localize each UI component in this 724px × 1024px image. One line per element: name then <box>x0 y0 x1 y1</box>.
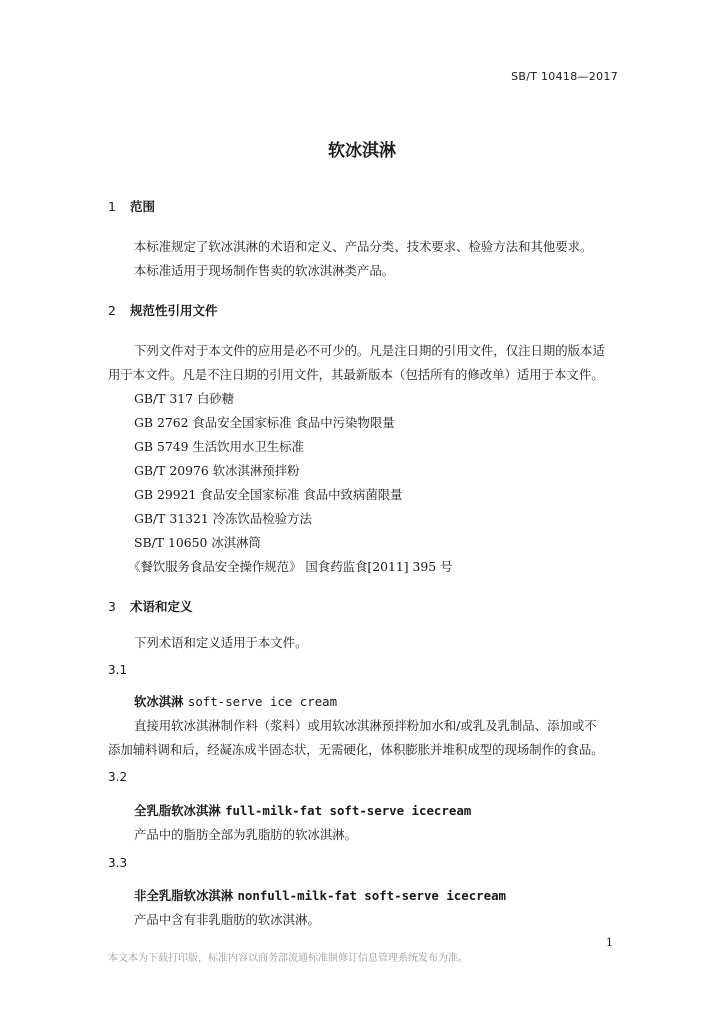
document-title: 软冰淇淋 <box>328 141 396 161</box>
reference-item: GB/T 31321 冷冻饮品检验方法 <box>134 511 312 526</box>
definition: 产品中的脂肪全部为乳脂肪的软冰淇淋。 <box>134 827 358 842</box>
term-en: full-milk-fat soft-serve icecream <box>225 803 472 818</box>
paragraph: 下列术语和定义适用于本文件。 <box>134 635 308 650</box>
section-number: 1 <box>108 199 116 214</box>
reference-item: GB/T 20976 软冰淇淋预拌粉 <box>134 463 300 478</box>
section-3-heading <box>108 597 193 615</box>
page-number: 1 <box>606 936 613 949</box>
section-1-heading <box>108 197 155 215</box>
section-number: 2 <box>108 303 116 318</box>
term-en: nonfull-milk-fat soft-serve icecream <box>237 888 507 903</box>
clause-number: 3.2 <box>108 770 128 784</box>
section-title: 术语和定义 <box>130 599 193 614</box>
paragraph: 本标准适用于现场制作售卖的软冰淇淋类产品。 <box>134 263 395 278</box>
term-heading <box>134 801 471 819</box>
definition: 产品中含有非乳脂肪的软冰淇淋。 <box>134 912 320 927</box>
term-heading <box>134 886 506 904</box>
paragraph: 本标准规定了软冰淇淋的术语和定义、产品分类、技术要求、检验方法和其他要求。 <box>134 239 593 254</box>
paragraph-line: 下列文件对于本文件的应用是必不可少的。凡是注日期的引用文件，仅注日期的版本适 <box>134 343 605 358</box>
term-cn: 全乳脂软冰淇淋 <box>134 803 221 818</box>
clause-number: 3.1 <box>108 663 128 677</box>
term-heading <box>134 692 337 710</box>
reference-item: GB 5749 生活饮用水卫生标准 <box>134 439 304 454</box>
reference-item: GB 29921 食品安全国家标准 食品中致病菌限量 <box>134 487 403 502</box>
term-cn: 非全乳脂软冰淇淋 <box>134 888 234 903</box>
reference-item: 《餐饮服务食品安全操作规范》 国食药监食[2011] 395 号 <box>128 559 453 574</box>
reference-item: GB 2762 食品安全国家标准 食品中污染物限量 <box>134 415 395 430</box>
standard-number: SB/T 10418—2017 <box>511 70 618 83</box>
section-title: 规范性引用文件 <box>130 303 218 318</box>
section-2-heading <box>108 301 218 319</box>
definition-line: 添加辅料调和后，经凝冻成半固态状，无需硬化，体积膨胀并堆积成型的现场制作的食品。 <box>108 742 604 757</box>
clause-number: 3.3 <box>108 856 128 870</box>
reference-item: GB/T 317 白砂糖 <box>134 391 235 406</box>
section-number: 3 <box>108 599 116 614</box>
term-cn: 软冰淇淋 <box>134 694 184 709</box>
paragraph-line: 用于本文件。凡是不注日期的引用文件，其最新版本（包括所有的修改单）适用于本文件。 <box>108 367 604 382</box>
reference-item: SB/T 10650 冰淇淋筒 <box>134 535 261 550</box>
section-title: 范围 <box>130 199 156 214</box>
footer-notice: 本文本为下载打印版，标准内容以商务部流通标准制修订信息管理系统发布为准。 <box>108 953 468 964</box>
term-en: soft-serve ice cream <box>187 694 338 709</box>
definition-line: 直接用软冰淇淋制作料（浆料）或用软冰淇淋预拌粉加水和/或乳及乳制品、添加或不 <box>134 718 597 733</box>
